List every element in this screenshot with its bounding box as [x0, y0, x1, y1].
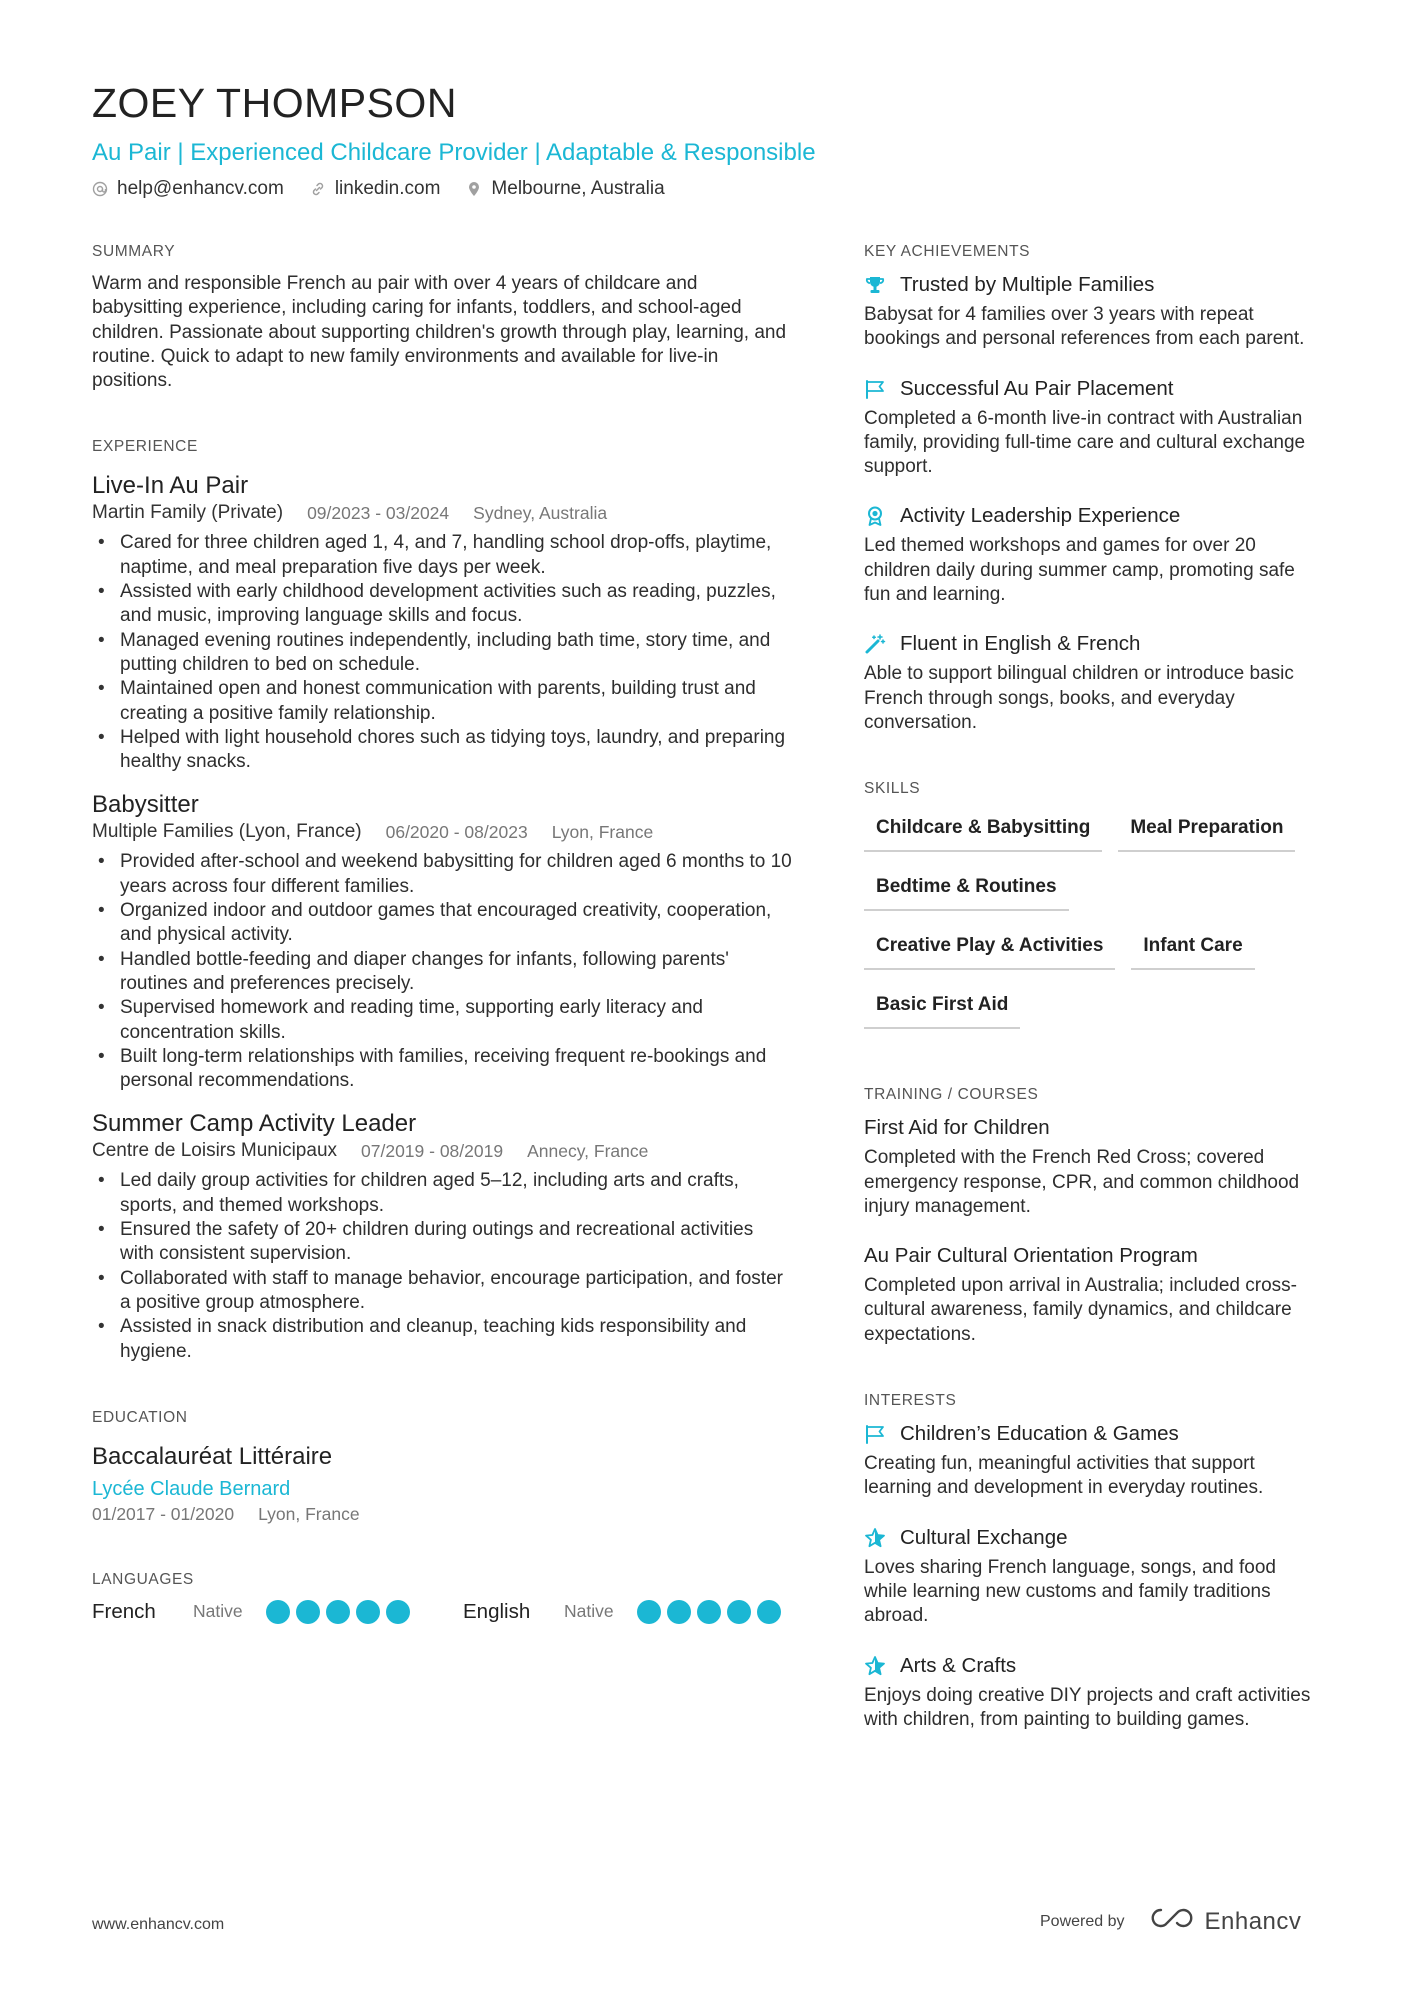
education-title: EDUCATION	[92, 1408, 188, 1426]
proficiency-dot	[326, 1600, 350, 1624]
flag-icon	[864, 378, 886, 400]
skill-tag: Creative Play & Activities	[864, 933, 1115, 970]
job-bullet: • Collaborated with staff to manage behavior, encourage participation, and foster a positive group atmosphere.	[92, 1267, 792, 1316]
course-text: Completed upon arrival in Australia; included cross-cultural awareness, family dynamics, and childcare expectations.	[864, 1275, 1297, 1345]
interest-item	[864, 1525, 1324, 1629]
achievement-text: Completed a 6-month live-in contract with Australian family, providing full-time care and cultural exchange support.	[864, 407, 1306, 478]
interest-title: Arts & Crafts	[900, 1653, 1017, 1677]
skills-title: SKILLS	[864, 780, 921, 798]
proficiency-dot	[637, 1600, 661, 1624]
candidate-name: ZOEY THOMPSON	[92, 80, 457, 126]
interests-section	[864, 1391, 1324, 1732]
language-name: French	[92, 1599, 156, 1623]
job-bullet: • Provided after-school and weekend babysitting for children aged 6 months to 10 years across four different families.	[92, 850, 792, 899]
course-title: First Aid for Children	[864, 1116, 1050, 1140]
summary-section	[92, 242, 792, 393]
languages-title: LANGUAGES	[92, 1570, 194, 1588]
enhancv-logo-icon	[1149, 1906, 1195, 1937]
achievement-title: Activity Leadership Experience	[900, 504, 1181, 528]
education-dates: 01/2017 - 01/2020	[92, 1503, 235, 1524]
achievement-text: Babysat for 4 families over 3 years with repeat bookings and personal references from each parent.	[864, 304, 1305, 350]
skill-tag: Bedtime & Routines	[864, 874, 1069, 911]
interest-text: Creating fun, meaningful activities that support learning and development in everyday routines.	[864, 1453, 1264, 1499]
education-location: Lyon, France	[258, 1503, 360, 1524]
award-icon	[864, 505, 886, 527]
language-item	[463, 1600, 781, 1624]
job-bullet: • Assisted in snack distribution and cleanup, teaching kids responsibility and hygiene.	[92, 1315, 792, 1364]
achievement-title: Successful Au Pair Placement	[900, 376, 1174, 400]
education-school: Lycée Claude Bernard	[92, 1477, 291, 1500]
job-bullets	[92, 531, 792, 774]
job-meta	[92, 1139, 792, 1163]
language-level: Native	[193, 1601, 243, 1622]
interests-title: INTERESTS	[864, 1392, 957, 1410]
course-item	[864, 1243, 1324, 1347]
resume-header	[92, 78, 1322, 200]
job-bullet: • Managed evening routines independently, including bath time, story time, and putting children to bed on schedule.	[92, 629, 792, 678]
footer-website[interactable]: www.enhancv.com	[92, 1916, 225, 1933]
interest-title: Children’s Education & Games	[900, 1422, 1179, 1446]
skill-tag: Meal Preparation	[1118, 815, 1295, 852]
contact-email-text: help@enhancv.com	[117, 178, 284, 199]
proficiency-dot	[386, 1600, 410, 1624]
job-bullet: • Handled bottle-feeding and diaper changes for infants, following parents' routines and preferences precisely.	[92, 948, 792, 997]
job-role: Babysitter	[92, 791, 199, 819]
job-bullet: • Ensured the safety of 20+ children during outings and recreational activities with consistent supervision.	[92, 1218, 792, 1267]
proficiency-dot	[266, 1600, 290, 1624]
experience-entry	[92, 471, 792, 774]
achievements-title: KEY ACHIEVEMENTS	[864, 243, 1031, 260]
experience-title: EXPERIENCE	[92, 438, 198, 456]
contact-location-text: Melbourne, Australia	[491, 178, 665, 199]
interest-text: Loves sharing French language, songs, and food while learning new customs and family traditions abroad.	[864, 1556, 1276, 1627]
flag-icon	[864, 1423, 886, 1445]
achievement-title: Trusted by Multiple Families	[900, 273, 1155, 296]
job-bullet: • Organized indoor and outdoor games that encouraged creativity, cooperation, and physical activity.	[92, 899, 792, 948]
education-meta	[92, 1502, 792, 1526]
achievement-heading	[864, 631, 1324, 657]
experience-section	[92, 437, 792, 1363]
job-dates: 09/2023 - 03/2024	[307, 503, 450, 524]
skill-tag: Infant Care	[1131, 933, 1254, 970]
contact-linkedin[interactable]	[310, 178, 441, 200]
interest-title: Cultural Exchange	[900, 1525, 1068, 1549]
proficiency-dot	[697, 1600, 721, 1624]
job-location: Annecy, France	[527, 1141, 649, 1162]
job-role: Live-In Au Pair	[92, 472, 249, 500]
training-section	[864, 1085, 1324, 1347]
left-column	[92, 242, 792, 1624]
interest-item	[864, 1653, 1324, 1733]
job-location: Sydney, Australia	[473, 503, 608, 524]
job-bullet: • Assisted with early childhood development activities such as reading, puzzles, and music, improving language skills and focus.	[92, 580, 792, 629]
achievement-item	[864, 272, 1324, 352]
job-company: Multiple Families (Lyon, France)	[92, 821, 362, 843]
enhancv-logo[interactable]	[1149, 1906, 1302, 1937]
proficiency-dot	[727, 1600, 751, 1624]
enhancv-brand-name: Enhancv	[1204, 1907, 1302, 1935]
job-meta	[92, 501, 792, 525]
job-location: Lyon, France	[551, 822, 654, 843]
language-name: English	[463, 1599, 531, 1623]
summary-text: Warm and responsible French au pair with over 4 years of childcare and babysitting experience, including caring for infants, toddlers, and school-aged children. Passionate about supporting children's growth through play, learning, and routine. Quick to adapt to new family environments and available for live-in positions.	[92, 273, 787, 392]
contact-bar	[92, 178, 1322, 200]
achievement-heading	[864, 272, 1324, 298]
location-pin-icon	[466, 181, 482, 197]
achievement-text: Led themed workshops and games for over 20 children daily during summer camp, promoting safe fun and learning.	[864, 535, 1295, 606]
experience-entry	[92, 1109, 792, 1363]
achievement-item	[864, 376, 1324, 480]
powered-by-label: Powered by	[1040, 1912, 1125, 1930]
job-bullet: • Cared for three children aged 1, 4, and 7, handling school drop-offs, playtime, naptime, and meal preparation five days per week.	[92, 531, 792, 580]
footer-branding	[1040, 1906, 1301, 1937]
right-column	[864, 242, 1324, 1756]
interest-text: Enjoys doing creative DIY projects and craft activities with children, from painting to building games.	[864, 1684, 1311, 1730]
achievement-title: Fluent in English & French	[900, 632, 1141, 656]
proficiency-dot	[356, 1600, 380, 1624]
achievement-text: Able to support bilingual children or introduce basic French through songs, books, and everyday conversation.	[864, 663, 1294, 733]
contact-linkedin-text: linkedin.com	[334, 178, 441, 199]
interest-heading	[864, 1421, 1324, 1447]
training-title: TRAINING / COURSES	[864, 1086, 1039, 1104]
interest-heading	[864, 1525, 1324, 1551]
language-item	[92, 1600, 463, 1624]
contact-location	[466, 178, 664, 200]
job-bullet: • Supervised homework and reading time, supporting early literacy and concentration skills.	[92, 996, 792, 1045]
proficiency-dot	[667, 1600, 691, 1624]
education-section	[92, 1408, 792, 1526]
language-proficiency-dots	[266, 1600, 410, 1624]
achievement-item	[864, 503, 1324, 607]
summary-title: SUMMARY	[92, 243, 176, 260]
experience-entry	[92, 790, 792, 1093]
star-icon	[864, 1527, 886, 1549]
job-company: Centre de Loisirs Municipaux	[92, 1140, 338, 1162]
job-bullet: • Led daily group activities for children aged 5–12, including arts and crafts, sports, and themed workshops.	[92, 1169, 792, 1218]
job-bullet: • Maintained open and honest communication with parents, building trust and creating a positive family relationship.	[92, 677, 792, 726]
skills-list	[864, 815, 1324, 1051]
job-dates: 07/2019 - 08/2019	[361, 1141, 504, 1162]
interest-item	[864, 1421, 1324, 1501]
achievement-heading	[864, 503, 1324, 529]
job-dates: 06/2020 - 08/2023	[385, 822, 528, 843]
course-title: Au Pair Cultural Orientation Program	[864, 1244, 1198, 1268]
language-level: Native	[564, 1601, 614, 1622]
job-bullets	[92, 850, 792, 1093]
achievements-section	[864, 242, 1324, 735]
job-role: Summer Camp Activity Leader	[92, 1110, 417, 1138]
course-text: Completed with the French Red Cross; covered emergency response, CPR, and common childhood injury management.	[864, 1147, 1300, 1217]
trophy-icon	[864, 274, 886, 296]
job-bullet: • Built long-term relationships with families, receiving frequent re-bookings and personal recommendations.	[92, 1045, 792, 1094]
link-icon	[310, 181, 326, 197]
magic-wand-icon	[864, 633, 886, 655]
proficiency-dot	[757, 1600, 781, 1624]
achievement-item	[864, 631, 1324, 735]
languages-row	[92, 1600, 792, 1624]
contact-email[interactable]	[92, 178, 284, 200]
proficiency-dot	[296, 1600, 320, 1624]
job-bullet: • Helped with light household chores such as tidying toys, laundry, and preparing healthy snacks.	[92, 726, 792, 775]
at-sign-icon	[92, 181, 108, 197]
job-company: Martin Family (Private)	[92, 502, 284, 524]
interest-heading	[864, 1653, 1324, 1679]
languages-section	[92, 1570, 792, 1624]
skill-tag: Childcare & Babysitting	[864, 815, 1102, 852]
job-meta	[92, 820, 792, 844]
course-item	[864, 1115, 1324, 1219]
skill-tag: Basic First Aid	[864, 992, 1020, 1029]
star-icon	[864, 1655, 886, 1677]
candidate-tagline: Au Pair | Experienced Childcare Provider | Adaptable & Responsible	[92, 139, 816, 166]
education-degree: Baccalauréat Littéraire	[92, 1442, 333, 1470]
language-proficiency-dots	[637, 1600, 781, 1624]
job-bullets	[92, 1169, 792, 1363]
skills-section	[864, 779, 1324, 1051]
achievement-heading	[864, 376, 1324, 402]
